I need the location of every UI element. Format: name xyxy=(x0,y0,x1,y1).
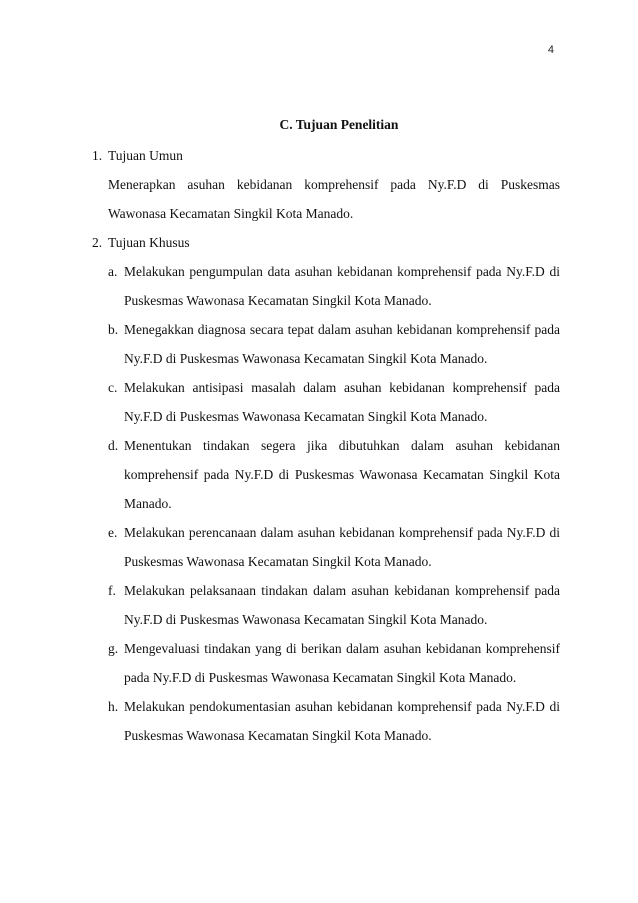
general-objective-heading xyxy=(92,141,560,170)
specific-objectives-number: 2. xyxy=(92,235,103,250)
item-letter: e. xyxy=(108,525,118,540)
item-text: Menegakkan diagnosa secara tepat dalam asuhan kebidanan komprehensif pada Ny.F.D di Puskesmas Wawonasa Kecamatan Singkil Kota Manado. xyxy=(124,322,560,366)
specific-objective-item xyxy=(108,634,560,692)
item-letter: a. xyxy=(108,264,118,279)
section-title: C. Tujuan Penelitian xyxy=(279,117,399,132)
specific-objective-item xyxy=(108,692,560,750)
general-objective-number: 1. xyxy=(92,148,103,163)
item-text: Melakukan pelaksanaan tindakan dalam asuhan kebidanan komprehensif pada Ny.F.D di Puskesmas Wawonasa Kecamatan Singkil Kota Manado. xyxy=(124,583,560,627)
item-letter: d. xyxy=(108,438,119,453)
specific-objective-item xyxy=(108,373,560,431)
item-letter: c. xyxy=(108,380,118,395)
item-text: Melakukan perencanaan dalam asuhan kebidanan komprehensif pada Ny.F.D di Puskesmas Wawonasa Kecamatan Singkil Kota Manado. xyxy=(124,525,560,569)
specific-objective-item xyxy=(108,518,560,576)
document-body xyxy=(92,141,560,750)
item-letter: f. xyxy=(108,583,116,598)
item-text: Melakukan antisipasi masalah dalam asuhan kebidanan komprehensif pada Ny.F.D di Puskesmas Wawonasa Kecamatan Singkil Kota Manado. xyxy=(124,380,560,424)
specific-objective-item xyxy=(108,431,560,518)
specific-objective-item xyxy=(108,315,560,373)
specific-objective-item xyxy=(108,576,560,634)
item-letter: b. xyxy=(108,322,119,337)
page-number: 4 xyxy=(547,44,554,56)
general-objective-title: Tujuan Umun xyxy=(108,148,183,163)
general-objective-text: Menerapkan asuhan kebidanan komprehensif pada Ny.F.D di Puskesmas Wawonasa Kecamatan Singkil Kota Manado. xyxy=(108,177,560,221)
item-text: Melakukan pengumpulan data asuhan kebidanan komprehensif pada Ny.F.D di Puskesmas Wawonasa Kecamatan Singkil Kota Manado. xyxy=(124,264,560,308)
specific-objective-item xyxy=(108,257,560,315)
specific-objectives-heading xyxy=(92,228,560,257)
item-text: Mengevaluasi tindakan yang di berikan dalam asuhan kebidanan komprehensif pada Ny.F.D di Puskesmas Wawonasa Kecamatan Singkil Kota Manado. xyxy=(124,641,560,685)
specific-objectives-title: Tujuan Khusus xyxy=(108,235,190,250)
item-text: Melakukan pendokumentasian asuhan kebidanan komprehensif pada Ny.F.D di Puskesmas Wawonasa Kecamatan Singkil Kota Manado. xyxy=(124,699,560,743)
item-text: Menentukan tindakan segera jika dibutuhkan dalam asuhan kebidanan komprehensif pada Ny.F.D di Puskesmas Wawonasa Kecamatan Singkil Kota Manado. xyxy=(124,438,560,511)
item-letter: g. xyxy=(108,641,119,656)
item-letter: h. xyxy=(108,699,119,714)
